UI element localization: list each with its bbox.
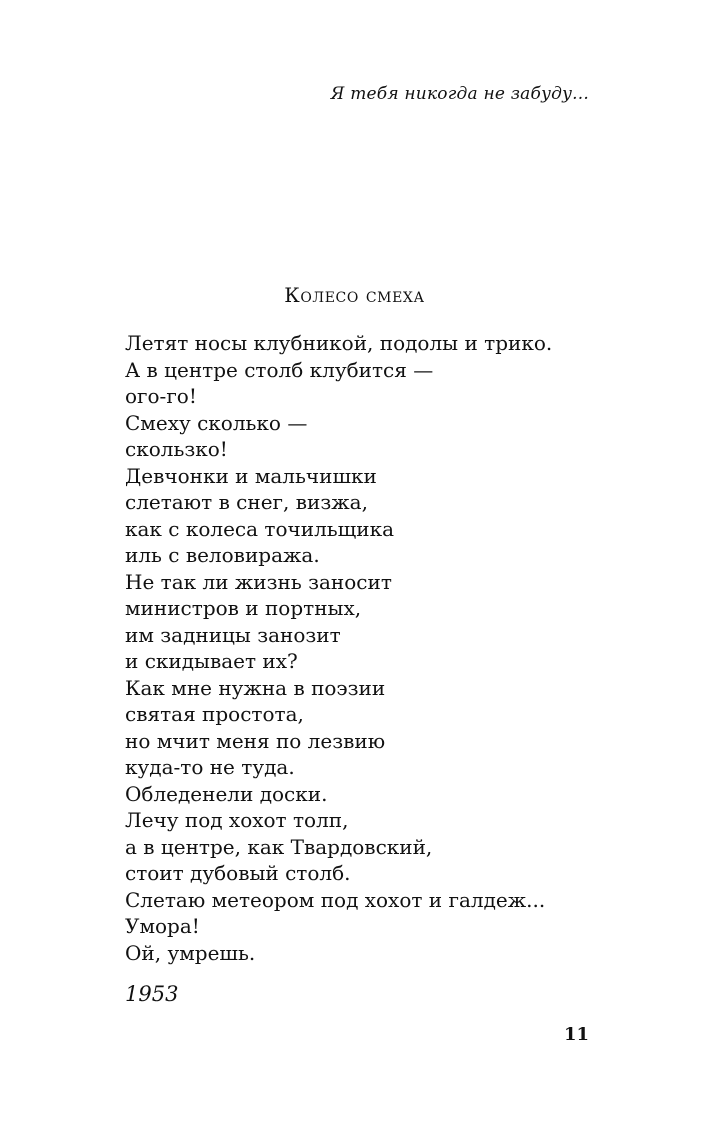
verse-line: скользко! (125, 437, 228, 461)
verse-line: Смеху сколько — (125, 410, 308, 435)
verse-line: им задницы занозит (125, 622, 341, 647)
poem-title: Колесо смеха (284, 283, 425, 307)
verse-line: иль с веловиража. (125, 543, 320, 567)
verse-line: Слетаю метеором под хохот и галдеж... (125, 887, 546, 912)
page-number: 11 (563, 1024, 589, 1045)
verse-line: но мчит меня по лезвию (125, 728, 386, 753)
verse-line: как с колеса точильщика (125, 516, 395, 541)
verse-line: стоит дубовый столб. (125, 861, 351, 885)
verse-line: куда-то не туда. (125, 755, 295, 779)
verse-line: и скидывает их? (125, 649, 298, 673)
running-head: Я тебя никогда не забуду... (330, 84, 589, 104)
verse-line: Как мне нужна в поэзии (125, 675, 386, 700)
verse-line: Не так ли жизнь заносит (125, 569, 392, 594)
poem-body (125, 330, 595, 966)
poem-date: 1953 (125, 982, 179, 1006)
verse-line: святая простота, (125, 702, 304, 726)
verse-line: Лечу под хохот толп, (125, 808, 349, 832)
verse-line: Девчонки и мальчишки (125, 463, 377, 488)
verse-line: а в центре, как Твардовский, (125, 834, 433, 859)
verse-line: Обледенели доски. (125, 781, 328, 806)
verse-line: министров и портных, (125, 596, 362, 620)
verse-line: ого-го! (125, 384, 197, 408)
verse-line: Умора! (125, 914, 200, 938)
verse-line: слетают в снег, визжа, (125, 490, 368, 514)
verse-line: Ой, умрешь. (125, 940, 256, 965)
verse-line: А в центре столб клубится — (125, 357, 434, 382)
verse-line: Летят носы клубникой, подолы и трико. (125, 331, 553, 355)
